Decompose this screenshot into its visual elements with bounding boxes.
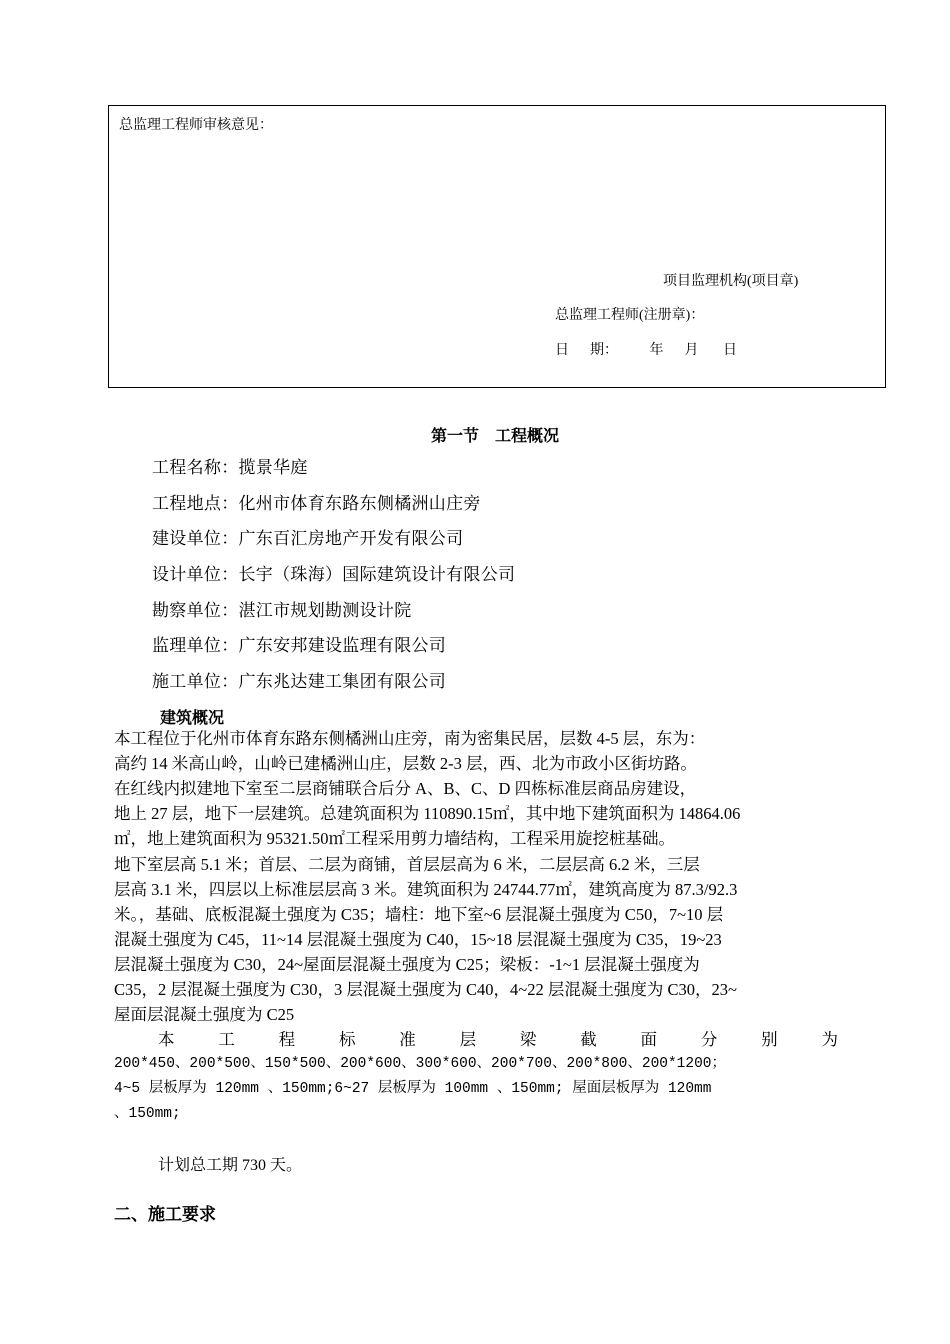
beam-intro-char: 标	[338, 1030, 356, 1049]
beam-intro-char: 梁	[519, 1030, 537, 1049]
paragraph-line: ㎡，地上建筑面积为 95321.50㎡工程采用剪力墙结构，工程采用旋挖桩基础。	[114, 829, 675, 848]
beam-intro-char: 别	[761, 1030, 778, 1049]
info-surveyor: 勘察单位：湛江市规划勘测设计院	[152, 601, 412, 620]
beam-intro-char: 本	[158, 1030, 175, 1049]
planned-duration: 计划总工期 730 天。	[158, 1157, 303, 1174]
info-project-location: 工程地点：化州市体育东路东侧橘洲山庄旁	[152, 494, 481, 513]
review-title: 总监理工程师审核意见：	[119, 118, 273, 133]
paragraph-line: 本工程位于化州市体育东路东侧橘洲山庄旁，南为密集民居，层数 4-5 层，东为：	[114, 729, 706, 748]
beam-intro-char: 截	[580, 1030, 597, 1049]
beam-intro-line	[158, 1027, 838, 1052]
beam-intro-char: 面	[640, 1030, 657, 1049]
beam-intro-char: 程	[278, 1030, 296, 1049]
beam-intro-char: 工	[218, 1030, 235, 1049]
info-contractor: 施工单位：广东兆达建工集团有限公司	[152, 672, 447, 691]
chief-engineer-signature: 总监理工程师(注册章)：	[555, 308, 705, 323]
supervision-org-seal: 项目监理机构(项目章)	[663, 274, 799, 289]
section-title: 第一节 工程概况	[430, 428, 559, 445]
paragraph-line: 层混凝土强度为 C30，24~屋面层混凝土强度为 C25；梁板：-1~1 层混凝土强度为	[114, 955, 700, 974]
paragraph-line: 米。，基础、底板混凝土强度为 C35；墙柱：地下室~6 层混凝土强度为 C50，7~10 层	[114, 905, 724, 924]
building-overview-heading: 建筑概况	[160, 710, 225, 727]
paragraph-line: C35，2 层混凝土强度为 C30，3 层混凝土强度为 C40，4~22 层混凝土强度为 C30，23~	[114, 980, 737, 999]
info-designer: 设计单位：长宇（珠海）国际建筑设计有限公司	[152, 565, 516, 584]
beam-intro-char: 层	[459, 1030, 477, 1049]
beam-sizes-line: 200*450、200*500、150*500、200*600、300*600、200*700、200*800、200*1200；	[114, 1056, 726, 1072]
paragraph-line: 高约 14 米高山岭，山岭已建橘洲山庄，层数 2-3 层，西、北为市政小区街坊路。	[114, 754, 697, 773]
chief-review-box	[108, 105, 886, 388]
beam-intro-char: 准	[399, 1030, 416, 1049]
info-owner: 建设单位：广东百汇房地产开发有限公司	[152, 529, 464, 548]
paragraph-line: 地上 27 层，地下一层建筑。总建筑面积为 110890.15㎡，其中地下建筑面积为 14864.06	[114, 804, 741, 823]
paragraph-line: 层高 3.1 米，四层以上标准层层高 3 米。建筑面积为 24744.77㎡，建筑高度为 87.3/92.3	[114, 880, 738, 899]
paragraph-line: 屋面层混凝土强度为 C25	[114, 1005, 295, 1024]
paragraph-line: 地下室层高 5.1 米；首层、二层为商铺，首层层高为 6 米，二层层高 6.2 米，三层	[114, 855, 700, 874]
paragraph-line: 在红线内拟建地下室至二层商铺联合后分 A、B、C、D 四栋标准层商品房建设，	[114, 779, 697, 798]
slab-thickness-line: 、150mm;	[114, 1106, 181, 1122]
section-construction-requirements: 二、施工要求	[114, 1205, 216, 1224]
slab-thickness-line: 4~5 层板厚为 120mm 、150mm;6~27 层板厚为 100mm 、150mm; 屋面层板厚为 120mm	[114, 1081, 712, 1097]
paragraph-line: 混凝土强度为 C45，11~14 层混凝土强度为 C40，15~18 层混凝土强度为 C35，19~23	[114, 930, 722, 949]
beam-intro-char: 为	[821, 1030, 838, 1049]
info-project-name: 工程名称：揽景华庭	[152, 458, 308, 477]
beam-intro-char: 分	[700, 1030, 718, 1049]
date-line: 日 期： 年 月 日	[555, 343, 737, 358]
info-supervisor: 监理单位：广东安邦建设监理有限公司	[152, 636, 447, 655]
